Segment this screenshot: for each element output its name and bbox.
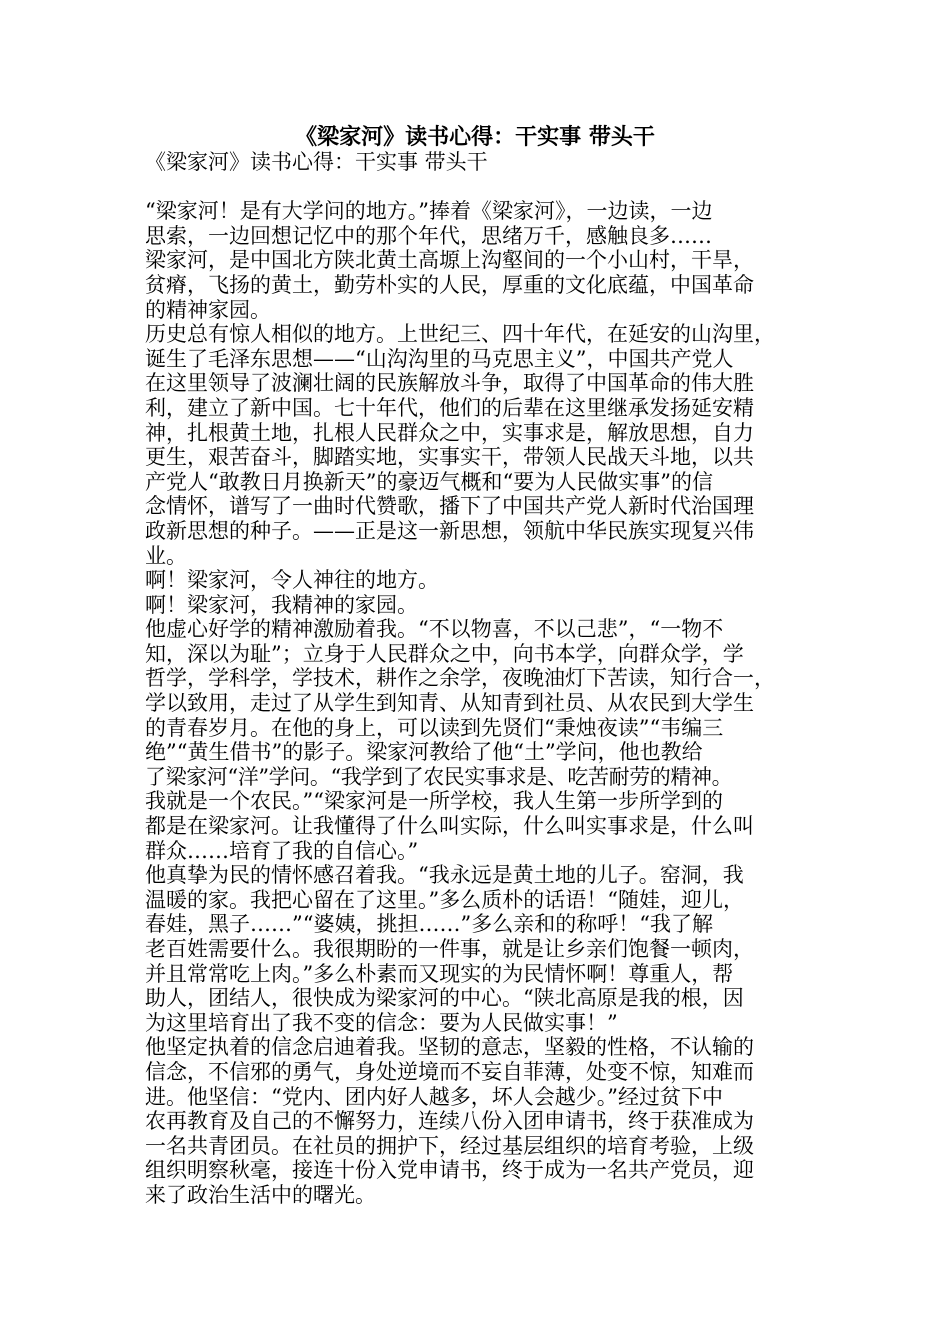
paragraph-line: 农再教育及自己的不懈努力，连续八份入团申请书，终于获准成为	[145, 1109, 754, 1134]
blank-line	[145, 175, 810, 200]
paragraph-line: 利，建立了新中国。七十年代，他们的后辈在这里继承发扬延安精	[145, 395, 754, 420]
document-body	[145, 150, 810, 1208]
paragraph-line: 他坚定执着的信念启迪着我。坚韧的意志，坚毅的性格，不认输的	[145, 1035, 754, 1060]
paragraph-line: 群众……培育了我的自信心。”	[145, 838, 419, 863]
paragraph-line: 历史总有惊人相似的地方。上世纪三、四十年代，在延安的山沟里，	[145, 322, 775, 347]
paragraph-line: 信念，不信邪的勇气，身处逆境而不妄自菲薄，处变不惊，知难而	[145, 1059, 754, 1084]
paragraph-line: 一名共青团员。在社员的拥护下，经过基层组织的培育考验，上级	[145, 1133, 754, 1158]
paragraph-line: 念情怀，谱写了一曲时代赞歌，播下了中国共产党人新时代治国理	[145, 494, 754, 519]
paragraph-line: 进。他坚信：“党内、团内好人越多，坏人会越少。”经过贫下中	[145, 1084, 723, 1109]
paragraph-line: 的精神家园。	[145, 297, 271, 322]
paragraph-line: 啊！梁家河，我精神的家园。	[145, 592, 418, 617]
paragraph-line: 并且常常吃上肉。”多么朴素而又现实的为民情怀啊！尊重人，帮	[145, 961, 734, 986]
subtitle-line: 《梁家河》读书心得：干实事 带头干	[145, 150, 488, 174]
paragraph-line: 老百姓需要什么。我很期盼的一件事，就是让乡亲们饱餐一顿肉，	[145, 937, 754, 961]
paragraph-line: 了梁家河“洋”学问。“我学到了农民实事求是、吃苦耐劳的精神。	[145, 764, 733, 789]
paragraph-line: 哲学，学科学，学技术，耕作之余学，夜晚油灯下苦读，知行合一，	[145, 666, 775, 691]
paragraph-line: 他虚心好学的精神激励着我。“不以物喜，不以己悲”，“一物不	[145, 617, 724, 642]
paragraph-line: 思索，一边回想记忆中的那个年代，思绪万千，感触良多……	[145, 223, 712, 248]
paragraph-line: 助人，团结人，很快成为梁家河的中心。“陕北高原是我的根，因	[145, 986, 744, 1011]
paragraph-line: 啊！梁家河，令人神往的地方。	[145, 568, 439, 593]
paragraph-line: 组织明察秋毫，接连十份入党申请书，终于成为一名共产党员，迎	[145, 1158, 754, 1183]
paragraph-line: 我就是一个农民。”“梁家河是一所学校，我人生第一步所学到的	[145, 789, 723, 814]
paragraph-line: 产党人“敢教日月换新天”的豪迈气概和“要为人民做实事”的信	[145, 469, 713, 494]
paragraph-line: 他真挚为民的情怀感召着我。“我永远是黄土地的儿子。窑洞，我	[145, 863, 744, 888]
paragraph-line: 神，扎根黄土地，扎根人民群众之中，实事求是，解放思想，自力	[145, 420, 754, 445]
paragraph-line: 温暖的家。我把心留在了这里。”多么质朴的话语！“随娃，迎儿，	[145, 887, 744, 912]
paragraph-line: 在这里领导了波澜壮阔的民族解放斗争，取得了中国革命的伟大胜	[145, 371, 754, 396]
paragraph-line: 诞生了毛泽东思想——“山沟沟里的马克思主义”，中国共产党人	[145, 346, 734, 371]
paragraph-line: 业。	[145, 543, 187, 568]
document-title: 《梁家河》读书心得：干实事 带头干	[295, 124, 655, 150]
paragraph-line: 知，深以为耻”；立身于人民群众之中，向书本学，向群众学，学	[145, 641, 744, 666]
paragraph-line: 为这里培育出了我不变的信念：要为人民做实事！”	[145, 1010, 618, 1035]
paragraph-line: 政新思想的种子。——正是这一新思想，领航中华民族实现复兴伟	[145, 518, 754, 543]
paragraph-line: 绝”“黄生借书”的影子。梁家河教给了他“土”学问，他也教给	[145, 740, 703, 765]
paragraph-line: 梁家河，是中国北方陕北黄土高塬上沟壑间的一个小山村，干旱，	[145, 248, 754, 273]
paragraph-line: 更生，艰苦奋斗，脚踏实地，实事实干，带领人民战天斗地，以共	[145, 445, 754, 470]
paragraph-line: 都是在梁家河。让我懂得了什么叫实际，什么叫实事求是，什么叫	[145, 814, 754, 839]
paragraph-line: 的青春岁月。在他的身上，可以读到先贤们“秉烛夜读”“韦编三	[145, 715, 724, 740]
paragraph-line: 学以致用，走过了从学生到知青、从知青到社员、从农民到大学生	[145, 691, 754, 716]
paragraph-line: 春娃，黑子……”“婆姨，挑担……”多么亲和的称呼！“我了解	[145, 912, 713, 937]
paragraph-line: “梁家河！是有大学问的地方。”捧着《梁家河》，一边读，一边	[145, 199, 713, 224]
paragraph-line: 来了政治生活中的曙光。	[145, 1182, 376, 1207]
paragraph-line: 贫瘠，飞扬的黄土，勤劳朴实的人民，厚重的文化底蕴，中国革命	[145, 272, 754, 297]
